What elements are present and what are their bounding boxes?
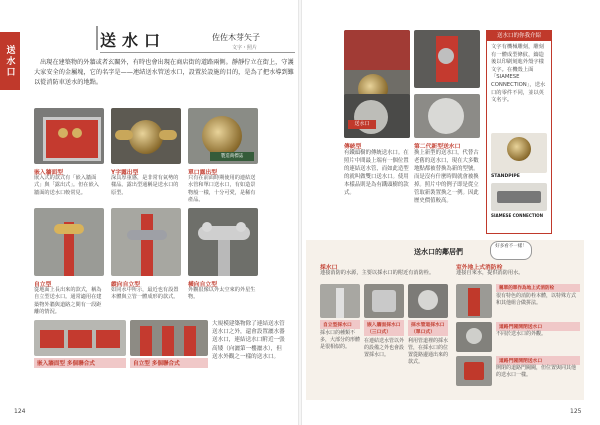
neighbor-text: 在連結送水管以外的設備之外也會設置採水口。 [364,338,405,358]
maker-badge: 製造商標誌 [210,152,254,161]
neighbor-caption: 稱單的單作為地上式消防栓 [496,284,580,292]
group-label: 採水口 [320,265,338,271]
caption-label: 嵌入牆面型 [34,170,63,176]
photo-standpipe [491,133,547,173]
page-number-left: 124 [14,408,26,415]
caption-label: 橫向自立型 [188,282,217,288]
photo-standalone-multi [130,320,208,356]
caption-text: 如同水中所示，最近也有設置本體與立管一體成形的款式。 [111,287,179,301]
photo-pipe-intake [408,284,448,318]
neighbor-caption: 自立型採水口 [320,320,360,329]
author-name: 佐佐木芽矢子 [212,33,260,42]
photo-embedded-intake [364,284,404,318]
author-credit: 文字・照片 [232,45,258,51]
neighbors-title: 送水口的鄰居們 [414,248,463,256]
photo-new-type-b [414,94,480,138]
caption-text: 從地面上長出來的款式，稱為自立型送水口。通常適用在建築物外牆與道路之間有一段距離的情況。 [34,287,102,316]
neighbor-text: 採水口的種類不多，大部分的形體是很相似的。 [320,330,361,350]
neighbor-caption: 道路門閥開閉送水口 [496,322,580,331]
caption-bar: 自立型 多個聯合式 [130,358,208,368]
caption-label: 傳統型 [344,144,362,150]
tag-label: 送水口 [348,120,376,129]
page-number-right: 125 [570,408,582,415]
neighbor-caption: 採水管道採水口（單口式） [408,320,448,336]
photo-horizontal-standalone-type [188,208,258,276]
neighbor-caption: 道路門閥開閉送水口 [496,356,580,365]
neighbor-text: 開閉的道路門閥閥，但位置與同其他的送水口一樣。 [496,365,577,378]
neighbor-caption: 嵌入牆面採水口（三口式） [364,320,404,336]
caption-label: Y字露出型 [111,170,139,176]
photo-standalone-intake [320,284,360,318]
intro-text: 出現在建築物的外牆或者玄關外，有時也會出現在商店街的道路兩側。靜靜佇立在街上，守護大家安全的金屬塊，它的名字是——連結送水管送水口，設置於設施的目的，是為了把水導到難以從消防車送水的地點。 [34,59,294,86]
siamese-label: SIAMESE CONNECTION [491,213,544,218]
large-building-note: 大規模建築物除了連結送水管送水口之外，還會設置灑水器送水口，連結送水口附近一張高矮（向灑第一樓灑水），但送水外觀之一樣的送水口。 [212,321,285,360]
sidebar-box [486,30,552,234]
book-spine [298,0,302,425]
caption-text: 深具厚重感，是非常有氣勢的樣品。露出型通稱是送水口的原型。 [111,175,179,196]
caption-label: 縱向自立型 [111,282,140,288]
photo-road-valve-b [456,356,492,386]
group-text: 連接消防的水源，主要以採水口的附近有消防栓。 [320,270,435,276]
photo-embedded-multi [34,320,126,356]
caption-text: 有鐵頭樹的傳統送水口。在照片中間最上端有一個位置的連結送水管，而如此造型的就叫做雙口送水口。使用本樣品則是為有鐵頭樹的款式。 [344,150,409,196]
sidebar-text: 文字有機械雕刻，雕刻有一體成型條紋，鑄造後以印刷刻進外殼字樣文字。在機殼上面「SIAMESE CONNECTION」，送水口的零件不同，並以英文名字。 [491,44,546,104]
caption-text: 外觀很像以外太空來的外星生物。 [188,287,256,301]
photo-single-exposed-type [188,108,258,164]
photo-standalone-type [34,208,104,276]
photo-hydrant [456,284,492,318]
photo-traditional-detail [344,94,410,138]
section-side-tab: 送水口 [0,32,20,90]
caption-label: 自立型 [34,282,52,288]
speech-bubble: 好多看不一樣！ [490,241,532,260]
caption-text: 換上新型的送水口，代替古老舊的送水口，現在大多數地點都被替換為新的型號。而是沒有什麼時間就會被換掉。照片中的例子即是從立管取新裝置換之一例。因此歷史價值較高。 [414,150,479,204]
photo-siamese [491,183,547,211]
caption-label: 第二代新型送水口 [414,144,461,150]
neighbor-text: 不同於送水口的外觀。 [496,331,547,337]
caption-label: 單口露出型 [188,170,217,176]
caption-text: 嵌入式的款式有「嵌入牆面式」與「露出式」。但在嵌入牆面的送水口較常見。 [34,175,99,196]
photo-vertical-standalone-type [111,208,181,276]
photo-new-type-a [414,30,480,88]
neighbor-text: 利用管道裡的採水管，在採水口的位置從路邊通出來的款式。 [408,338,449,365]
standpipe-label: STANDPIPE [491,174,520,179]
caption-bar: 嵌入牆面型 多個聯合式 [34,358,126,368]
group-label: 室外地上式消防栓 [456,265,503,271]
page-title: 送水口 [100,31,167,50]
group-text: 連接自來水，提供消防用水。 [456,270,524,276]
neighbor-text: 很有特色的消防栓本體，以特殊方式和其他組合做拼法。 [496,293,577,306]
caption-text: 只有在前面時期使用的連結送水管和單口送水口，有如造景物般一樣，十分可愛，是稀有產品。 [188,175,256,204]
sidebar-title: 送水口的你我介紹 [487,31,551,41]
photo-embedded-type [34,108,104,164]
title-divider [100,52,295,53]
photo-road-valve-a [456,322,492,352]
photo-y-exposed-type [111,108,181,164]
